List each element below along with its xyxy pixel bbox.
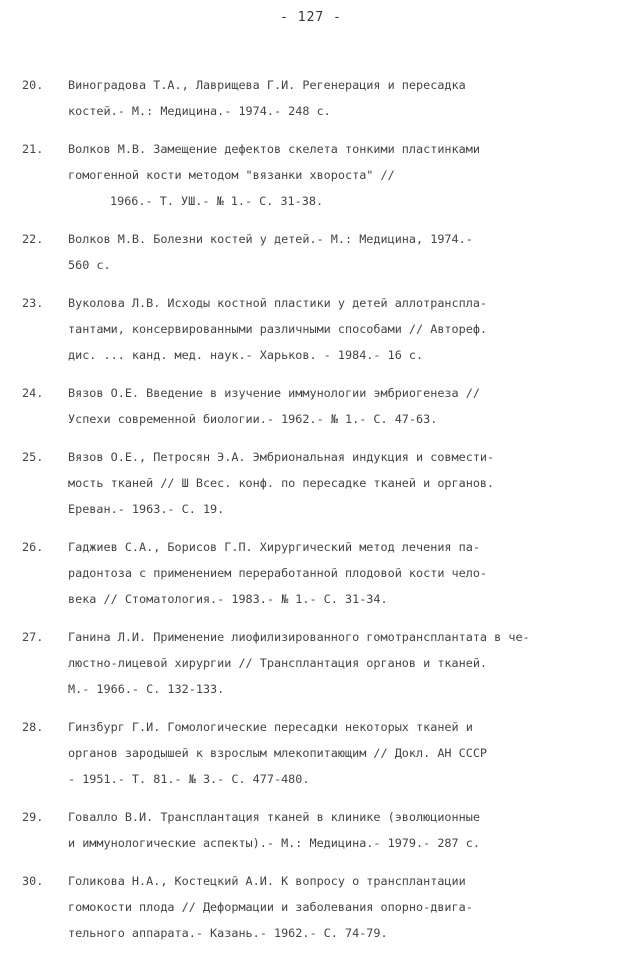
reference-text: Гаджиев С.А., Борисов Г.П. Хирургический метод лечения па- xyxy=(68,540,480,554)
reference-line: 1966.- Т. УШ.- № 1.- С. 31-38. xyxy=(110,194,324,208)
reference-line: Ереван.- 1963.- С. 19. xyxy=(68,502,225,516)
reference-text: Виноградова Т.А., Лаврищева Г.И. Регенерация и пересадка xyxy=(68,78,466,92)
reference-line: М.- 1966.- С. 132-133. xyxy=(68,682,225,696)
reference-line xyxy=(22,714,602,740)
reference-number: 27. xyxy=(22,630,44,644)
reference-line: дис. ... канд. мед. наук.- Харьков. - 1984.- 16 с. xyxy=(68,348,424,362)
reference-line xyxy=(22,868,602,894)
reference-line: органов зародышей к взрослым млекопитающим // Докл. АН СССР xyxy=(68,746,488,760)
reference-line xyxy=(22,226,602,252)
reference-item xyxy=(22,72,602,124)
reference-line: тельного аппарата.- Казань.- 1962.- С. 74-79. xyxy=(68,926,388,940)
reference-line: гомокости плода // Деформации и заболевания опорно-двига- xyxy=(68,900,473,914)
reference-line: тантами, консервированными различными способами // Автореф. xyxy=(68,322,488,336)
reference-item xyxy=(22,534,602,612)
reference-line: мость тканей // Ш Всес. конф. по пересадке тканей и органов. xyxy=(68,476,495,490)
reference-number: 22. xyxy=(22,232,44,246)
reference-line: радонтоза с применением переработанной плодовой кости чело- xyxy=(68,566,488,580)
reference-text: Вязов О.Е., Петросян Э.А. Эмбриональная индукция и совмести- xyxy=(68,450,495,464)
reference-line: люстно-лицевой хирургии // Трансплантация органов и тканей. xyxy=(68,656,488,670)
reference-text: Вязов О.Е. Введение в изучение иммунологии эмбриогенеза // xyxy=(68,386,480,400)
reference-number: 28. xyxy=(22,720,44,734)
reference-item xyxy=(22,136,602,214)
reference-line xyxy=(22,380,602,406)
reference-line xyxy=(22,444,602,470)
reference-number: 23. xyxy=(22,296,44,310)
reference-line xyxy=(22,290,602,316)
reference-text: Волков М.В. Замещение дефектов скелета тонкими пластинками xyxy=(68,142,480,156)
reference-line xyxy=(22,136,602,162)
reference-line: костей.- М.: Медицина.- 1974.- 248 с. xyxy=(68,104,331,118)
reference-line: века // Стоматология.- 1983.- № 1.- С. 31-34. xyxy=(68,592,388,606)
reference-line xyxy=(22,534,602,560)
reference-line: 560 с. xyxy=(68,258,111,272)
reference-line: - 1951.- Т. 81.- № 3.- С. 477-480. xyxy=(68,772,310,786)
reference-item xyxy=(22,226,602,278)
reference-number: 25. xyxy=(22,450,44,464)
reference-number: 24. xyxy=(22,386,44,400)
reference-text: Ганина Л.И. Применение лиофилизированного гомотрансплантата в че- xyxy=(68,630,530,644)
reference-text: Говалло В.И. Трансплантация тканей в клинике (эволюционные xyxy=(68,810,480,824)
reference-number: 20. xyxy=(22,78,44,92)
reference-line xyxy=(22,624,602,650)
reference-item xyxy=(22,290,602,368)
reference-number: 30. xyxy=(22,874,44,888)
reference-line: и иммунологические аспекты).- М.: Медицина.- 1979.- 287 с. xyxy=(68,836,480,850)
reference-item xyxy=(22,380,602,432)
reference-line xyxy=(22,72,602,98)
reference-item xyxy=(22,444,602,522)
page-number: - 127 - xyxy=(280,10,342,25)
reference-line: Успехи современной биологии.- 1962.- № 1.- С. 47-63. xyxy=(68,412,438,426)
reference-number: 29. xyxy=(22,810,44,824)
reference-text: Голикова Н.А., Костецкий А.И. К вопросу о трансплантации xyxy=(68,874,466,888)
reference-item xyxy=(22,624,602,702)
reference-item xyxy=(22,868,602,946)
reference-text: Вуколова Л.В. Исходы костной пластики у детей аллотранспла- xyxy=(68,296,488,310)
reference-text: Гинзбург Г.И. Гомологические пересадки некоторых тканей и xyxy=(68,720,473,734)
reference-number: 26. xyxy=(22,540,44,554)
reference-number: 21. xyxy=(22,142,44,156)
reference-item xyxy=(22,804,602,856)
reference-list xyxy=(22,72,602,958)
reference-text: Волков М.В. Болезни костей у детей.- М.: Медицина, 1974.- xyxy=(68,232,473,246)
reference-item xyxy=(22,714,602,792)
reference-line xyxy=(22,804,602,830)
reference-line: гомогенной кости методом "вязанки хвороста" // xyxy=(68,168,395,182)
